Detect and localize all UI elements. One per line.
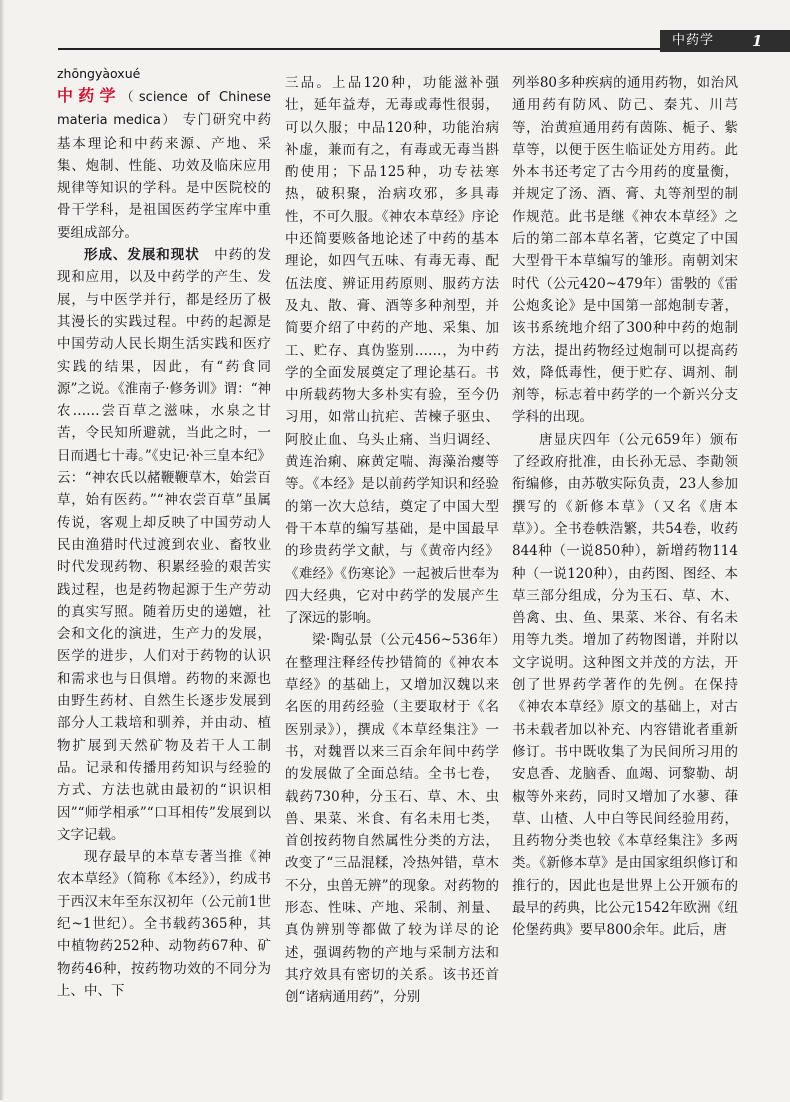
entry-pinyin: zhōngyàoxué bbox=[57, 66, 141, 81]
entry-english-term: （science of Chinese materia medica） bbox=[57, 90, 271, 129]
paragraph-continued-2: 列举80多种疾病的通用药物，如治风通用药有防风、防己、秦艽、川芎等，治黄疸通用药有茵陈、栀子、紫草等，以便于医生临证处方用药。此外本书还考定了古今用药的度量衡，并规定了汤、酒、膏、丸等剂型的制作规范。此书是继《神农本草经》之后的第二部本草名著，它奠定了中国大型骨干本草编写的雏形。南朝刘宋时代（公元420~479年）雷斅的《雷公炮炙论》是中国第一部炮制专著，该书系统地介绍了300种中药的炮制方法，提出药物经过炮制可以提高药效，降低毒性，便于贮存、调剂、制剂等，标志着中药学的一个新兴分支学科的出现。 bbox=[512, 75, 738, 426]
column-2 bbox=[285, 72, 499, 1102]
paragraph-xinxiu-bencao: 唐显庆四年（公元659年）颁布了经政府批准，由长孙无忌、李勣领衔编修，由苏敬实际负责，23人参加撰写的《新修本草》（又名《唐本草》）。全书卷帙浩繁，共54卷，收药844种（一说850种），新增药物114种（一说120种），由药图、图经、本草三部分组成，分为玉石、草、木、兽禽、虫、鱼、果菜、米谷、有名未用等九类。增加了药物图谱，并附以文字说明。这种图文并茂的方法，开创了世界药学著作的先例。在保持《神农本草经》原文的基础上，对古书未载者加以补充、内容错讹者重新修订。书中既收集了为民间所习用的安息香、龙脑香、血竭、诃黎勒、胡椒等外来药，同时又增加了水蓼、葎草、山楂、人中白等民间经验用药，且药物分类也较《本草经集注》多两类。《新修本草》是由国家组织修订和推行的，因此也是世界上公开颁布的最早的药典，比公元1542年欧洲《纽伦堡药典》要早800余年。此后，唐 bbox=[512, 431, 738, 939]
entry-headword: 中药学 bbox=[57, 86, 121, 105]
running-header-title: 中药学 bbox=[672, 33, 715, 48]
paragraph-shennong: 现存最早的本草专著当推《神农本草经》（简称《本经》），约成书于西汉末年至东汉初年（公元前1世纪~1世纪）。全书载药365种，其中植物药252种、动物药67种、矿物药46种，按药物功效的不同分为上、中、下 bbox=[57, 849, 271, 999]
page-edge bbox=[0, 0, 4, 1100]
running-header bbox=[660, 30, 790, 52]
page-number: 1 bbox=[752, 32, 763, 50]
entry-intro bbox=[57, 85, 271, 244]
section-paragraph bbox=[57, 244, 271, 846]
header-rule bbox=[58, 48, 660, 50]
entry-definition: 专门研究中药基本理论和中药来源、产地、采集、炮制、性能、功效及临床应用规律等知识的学科。是中医院校的骨干学科，是祖国医药学宝库中重要组成部分。 bbox=[57, 112, 271, 241]
column-3 bbox=[512, 72, 738, 1102]
column-1 bbox=[57, 66, 271, 1096]
section-heading: 形成、发展和现状 bbox=[84, 247, 200, 264]
paragraph-tao-hongjing: 梁·陶弘景（公元456~536年）在整理注释经传抄错简的《神农本草经》的基础上，又增加汉魏以来名医的用药经验（主要取材于《名医别录》），撰成《本草经集注》一书，对魏晋以来三百余年间中药学的发展做了全面总结。全书七卷，载药730种，分玉石、草、木、虫兽、果菜、米食、有名未用七类，首创按药物自然属性分类的方法，改变了“三品混糅，冷热舛错，草木不分，虫兽无辨”的现象。对药物的形态、性味、产地、采制、剂量、真伪辨别等都做了较为详尽的论述，强调药物的产地与采制方法和其疗效具有密切的关系。该书还首创“诸病通用药”，分别 bbox=[285, 632, 499, 1006]
section-text: 中药的发现和应用，以及中药学的产生、发展，与中医学并行，都是经历了极其漫长的实践过程。中药的起源是中国劳动人民长期生活实践和医疗实践的结果，因此，有“药食同源”之说。《淮南子·修务训》谓：“神农……尝百草之滋味，水泉之甘苦，令民知所避就，当此之时，一日而遇七十毒。”《史记·补三皇本纪》云：“神农氏以赭鞭鞭草木，始尝百草，始有医药。”“神农尝百草”虽属传说，客观上却反映了中国劳动人民由渔猎时代过渡到农业、畜牧业时代发现药物、积累经验的艰苦实践过程，也是药物起源于生产劳动的真实写照。随着历史的递嬗，社会和文化的演进，生产力的发展，医学的进步，人们对于药物的认识和需求也与日俱增。药物的来源也由野生药材、自然生长逐步发展到部分人工栽培和驯养，并由动、植物扩展到天然矿物及若干人工制品。记录和传播用药知识与经验的方式、方法也就由最初的“识识相因”“师学相承”“口耳相传”发展到以文字记载。 bbox=[57, 247, 271, 843]
paragraph-continued: 三品。上品120种，功能滋补强壮，延年益寿，无毒或毒性很弱，可以久服；中品120种，功能治病补虚，兼而有之，有毒或无毒当斟酌使用；下品125种，功专祛寒热，破积聚，治病攻邪，多具毒性，不可久服。《神农本草经》序论中还简要赅备地论述了中药的基本理论，如四气五味、有毒无毒、配伍法度、辨证用药原则、服药方法及丸、散、膏、酒等多种剂型，并简要介绍了中药的产地、采集、加工、贮存、真伪鉴别……，为中药学的全面发展奠定了理论基石。书中所载药物大多朴实有验，至今仍习用，如常山抗疟、苦楝子驱虫、阿胶止血、乌头止痛、当归调经、黄连治痢、麻黄定喘、海藻治瘿等等。《本经》是以前药学知识和经验的第一次大总结，奠定了中国大型骨干本草的编写基础，是中国最早的珍贵药学文献，与《黄帝内经》《难经》《伤寒论》一起被后世奉为四大经典，它对中药学的发展产生了深远的影响。 bbox=[285, 75, 499, 627]
